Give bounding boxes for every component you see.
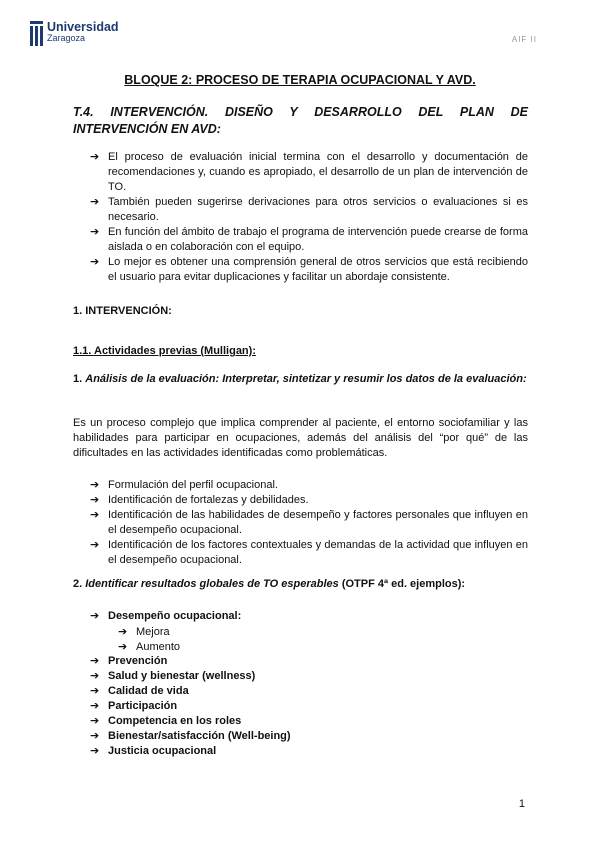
university-logo xyxy=(30,20,130,48)
list-item: ➔ Aumento xyxy=(118,641,181,653)
logo-university-name: Universidad xyxy=(47,20,119,34)
list-item: ➔ Formulación del perfil ocupacional. xyxy=(90,479,278,491)
arrow-icon: ➔ xyxy=(90,539,100,551)
list-item: ➔ Participación xyxy=(90,700,178,712)
logo-emblem-icon xyxy=(30,21,43,46)
intro-bullet-list xyxy=(90,150,528,285)
arrow-icon: ➔ xyxy=(90,509,100,521)
list-item: ➔ Identificación de las habilidades de desempeño y factores personales que influyen en el desempeño ocupacional. xyxy=(90,509,528,536)
step2-suffix: (OTPF 4ª ed. ejemplos): xyxy=(341,578,466,590)
list-item: ➔ Identificación de los factores contextuales y demandas de la actividad que influyen en el desempeño ocupacional. xyxy=(90,539,528,566)
list-item: ➔ En función del ámbito de trabajo el programa de intervención puede crearse de forma aislada o en colaboración con el equipo. xyxy=(90,226,528,253)
arrow-icon: ➔ xyxy=(90,196,100,208)
list-item: ➔ Mejora xyxy=(118,626,170,638)
arrow-icon: ➔ xyxy=(90,151,100,163)
analysis-bullet-list xyxy=(90,478,528,568)
arrow-icon: ➔ xyxy=(90,745,100,757)
topic-heading: T.4. INTERVENCIÓN. DISEÑO Y DESARROLLO DEL PLAN DE INTERVENCIÓN EN AVD: xyxy=(73,105,528,136)
page-number: 1 xyxy=(518,798,525,810)
arrow-icon: ➔ xyxy=(90,226,100,238)
section-heading-intervention: 1. INTERVENCIÓN: xyxy=(73,305,172,317)
list-item: ➔ También pueden sugerirse derivaciones para otros servicios o evaluaciones si es necesario. xyxy=(90,196,528,223)
arrow-icon: ➔ xyxy=(90,670,100,682)
list-item: ➔ Justicia ocupacional xyxy=(90,745,217,757)
step1-title: Análisis de la evaluación: Interpretar, sintetizar y resumir los datos de la evaluación: xyxy=(85,373,527,385)
arrow-icon: ➔ xyxy=(90,730,100,742)
section-heading-prior-activities: 1.1. Actividades previas (Mulligan): xyxy=(73,345,256,357)
list-item: ➔ Identificación de fortalezas y debilidades. xyxy=(90,494,309,506)
step2-number: 2. xyxy=(73,578,83,590)
list-item: ➔ El proceso de evaluación inicial termina con el desarrollo y documentación de recomendaciones y, cuando es apropiado, el desarrollo de un plan de intervención de TO. xyxy=(90,151,528,193)
logo-university-city: Zaragoza xyxy=(47,33,86,43)
arrow-icon: ➔ xyxy=(90,715,100,727)
list-item: ➔ Desempeño ocupacional: ➔ Mejora ➔ Aumento xyxy=(90,609,490,654)
arrow-icon: ➔ xyxy=(118,641,128,653)
step2-title: Identificar resultados globales de TO esperables xyxy=(85,578,339,590)
list-item: ➔ Prevención xyxy=(90,655,168,667)
step1-heading xyxy=(73,372,528,387)
list-item: ➔ Calidad de vida xyxy=(90,685,189,697)
arrow-icon: ➔ xyxy=(90,610,100,622)
arrow-icon: ➔ xyxy=(90,494,100,506)
analysis-paragraph: Es un proceso complejo que implica comprender al paciente, el entorno sociofamiliar y las habilidades para participar en ocupaciones, además del análisis del “por qué” de las dificultades en las actividades identificadas como problemáticas. xyxy=(73,417,528,459)
arrow-icon: ➔ xyxy=(90,700,100,712)
arrow-icon: ➔ xyxy=(90,256,100,268)
list-item: ➔ Salud y bienestar (wellness) xyxy=(90,670,256,682)
step1-number: 1. xyxy=(73,373,83,385)
list-item: ➔ Lo mejor es obtener una comprensión general de otros servicios que está recibiendo el usuario para evitar duplicaciones y facilitar un abordaje consistente. xyxy=(90,256,528,283)
page-title: BLOQUE 2: PROCESO DE TERAPIA OCUPACIONAL Y AVD. xyxy=(124,73,476,87)
arrow-icon: ➔ xyxy=(118,626,128,638)
list-item: ➔ Bienestar/satisfacción (Well-being) xyxy=(90,730,291,742)
list-item: ➔ Competencia en los roles xyxy=(90,715,242,727)
arrow-icon: ➔ xyxy=(90,655,100,667)
outcome-list xyxy=(90,609,490,759)
course-code: AIF II xyxy=(511,35,537,44)
arrow-icon: ➔ xyxy=(90,479,100,491)
outcome-sub-list xyxy=(118,625,500,655)
arrow-icon: ➔ xyxy=(90,685,100,697)
step2-heading xyxy=(73,577,528,592)
